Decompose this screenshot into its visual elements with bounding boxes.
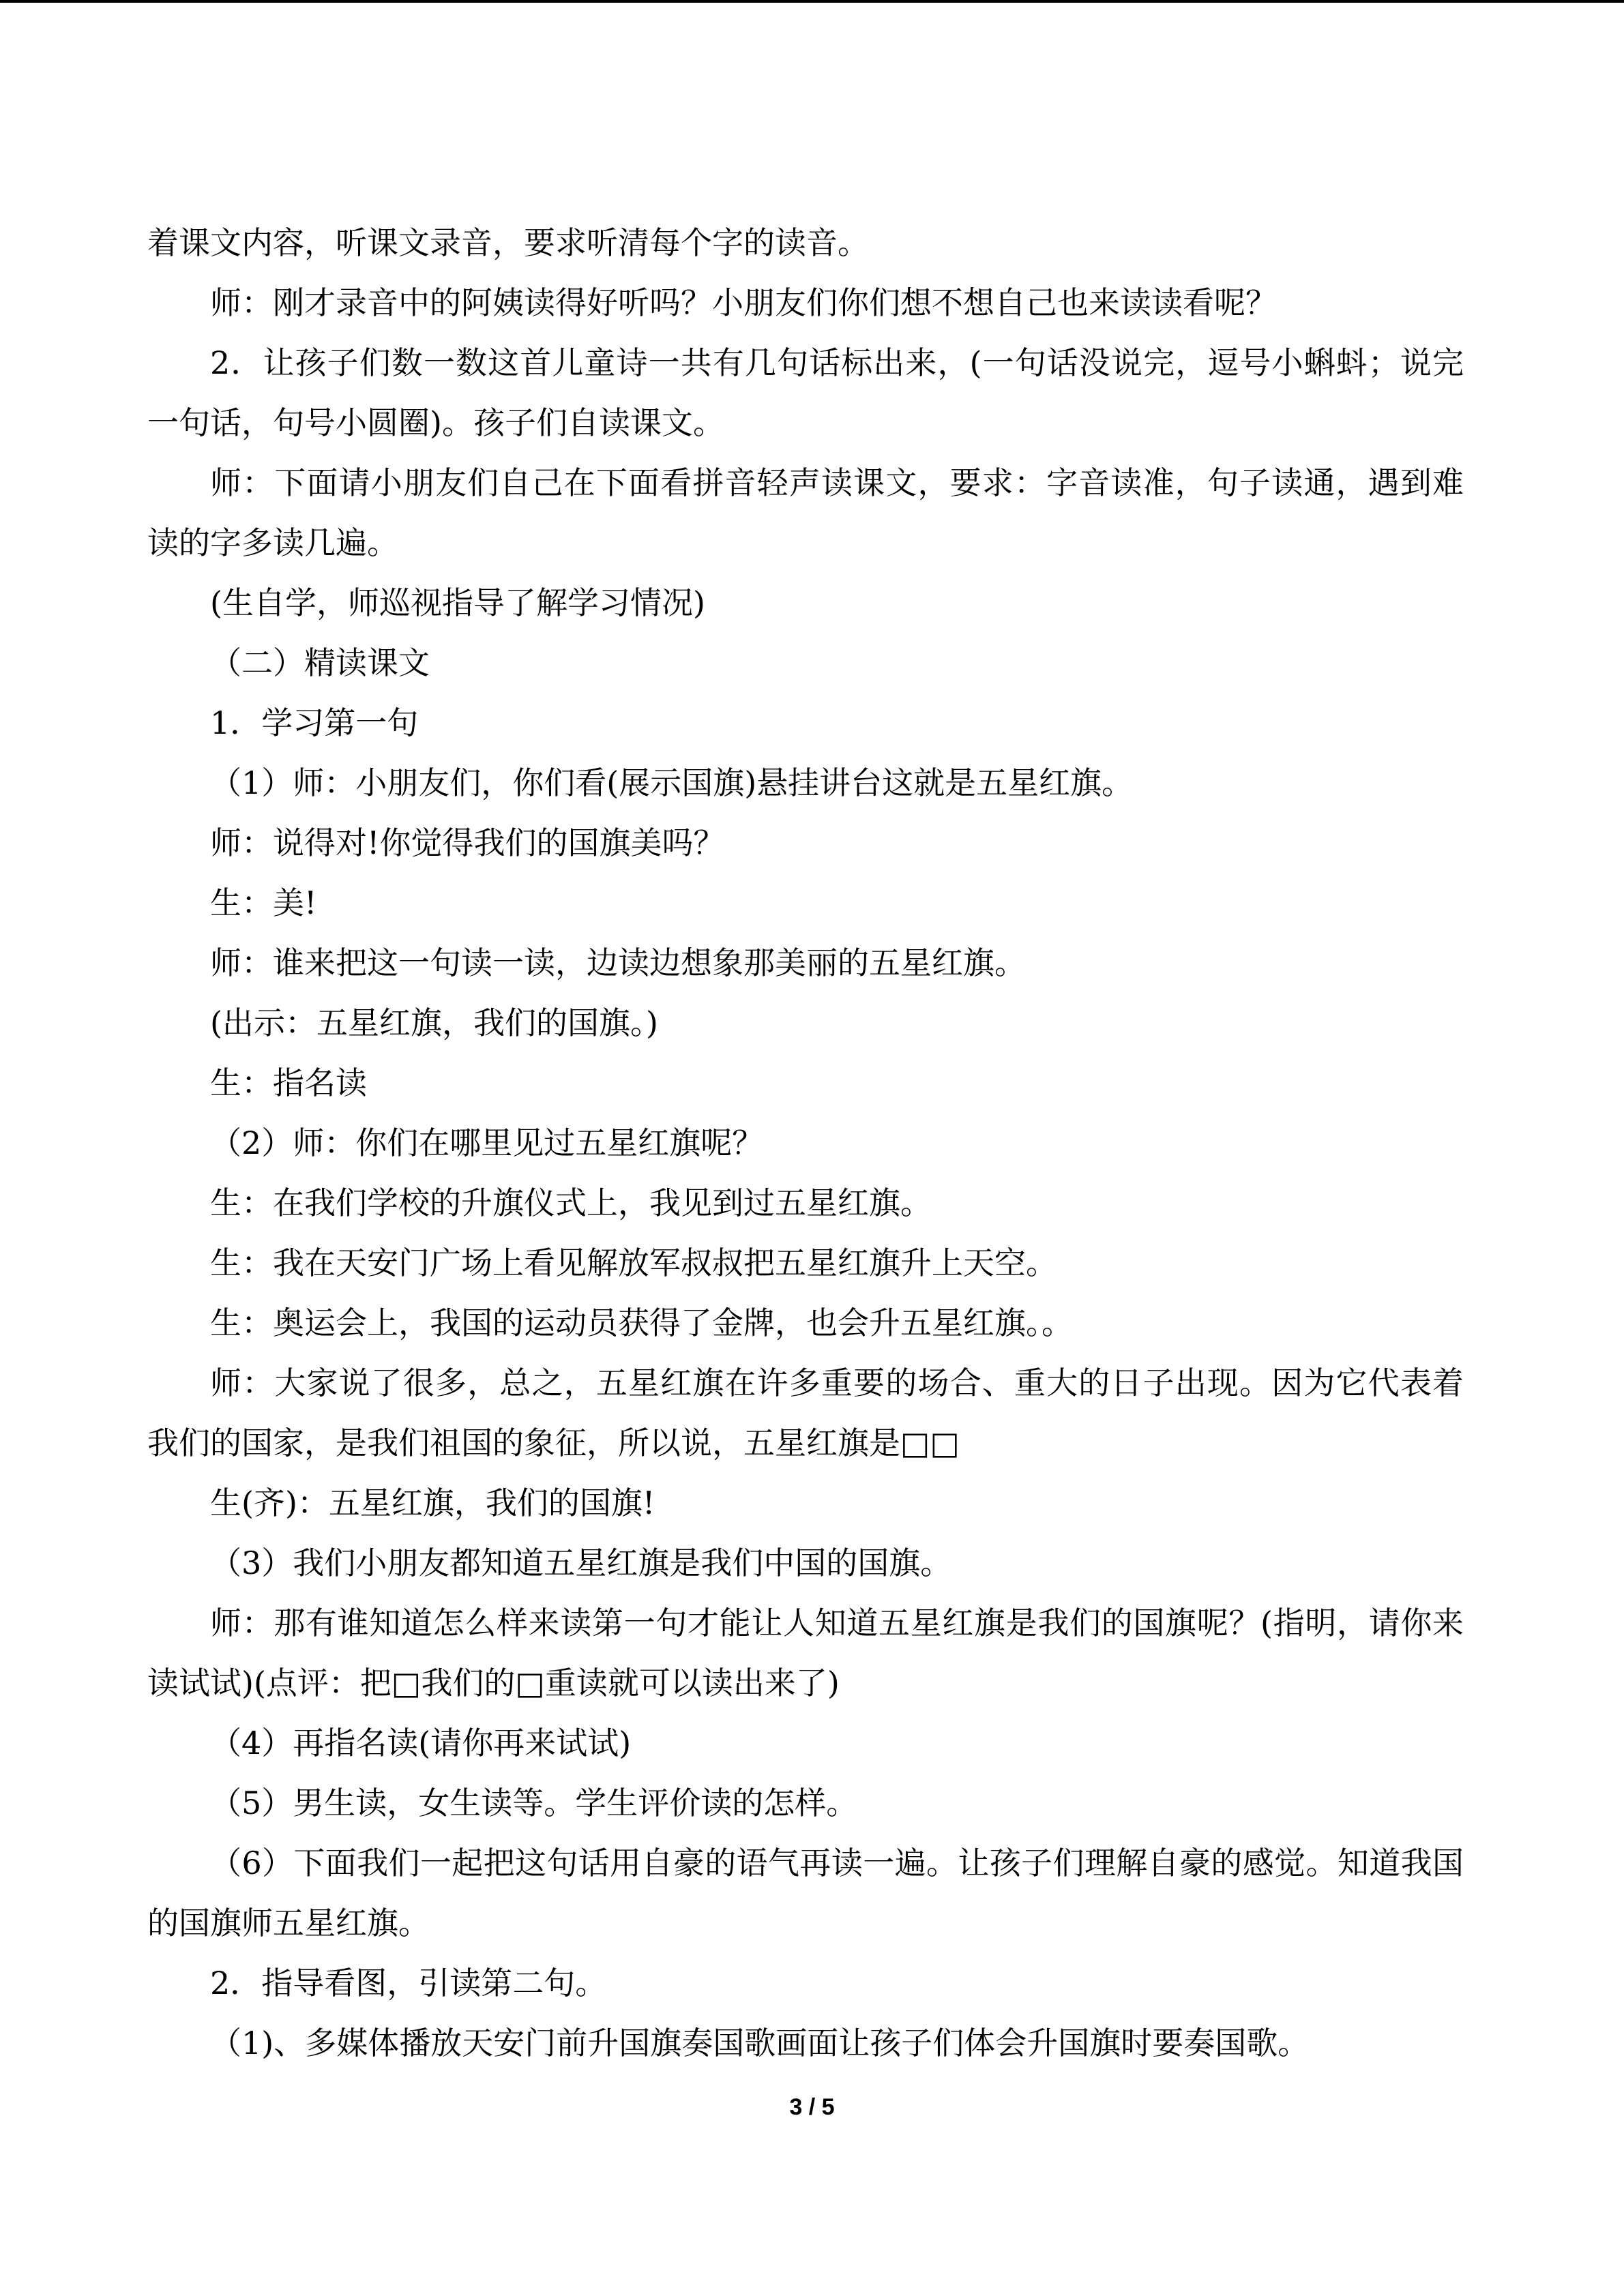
subsection-heading: 1．学习第一句 [210, 704, 419, 741]
paragraph: 2．让孩子们数一数这首儿童诗一共有几句话标出来，(一句话没说完，逗号小蝌蚪；说完一句话，句号小圆圈)。孩子们自读课文。 [147, 344, 1464, 441]
paragraph: （6）下面我们一起把这句话用自豪的语气再读一遍。让孩子们理解自豪的感觉。知道我国的国旗师五星红旗。 [147, 1845, 1464, 1941]
top-border-line [0, 0, 1624, 3]
paragraph: 师：谁来把这一句读一读，边读边想象那美丽的五星红旗。 [210, 944, 1026, 981]
paragraph: （1）师：小朋友们，你们看(展示国旗)悬挂讲台这就是五星红旗。 [210, 764, 1134, 801]
paragraph: (生自学，师巡视指导了解学习情况) [210, 584, 705, 621]
page-number: 3 / 5 [789, 2094, 835, 2120]
subsection-heading: 2．指导看图，引读第二句。 [210, 1965, 607, 2001]
paragraph: 生：我在天安门广场上看见解放军叔叔把五星红旗升上天空。 [210, 1244, 1057, 1281]
document-body [147, 213, 1464, 2073]
paragraph: （2）师：你们在哪里见过五星红旗呢？ [210, 1124, 764, 1161]
paragraph: 师：下面请小朋友们自己在下面看拼音轻声读课文，要求：字音读准，句子读通，遇到难读的字多读几遍。 [147, 464, 1464, 561]
paragraph: （1)、多媒体播放天安门前升国旗奏国歌画面让孩子们体会升国旗时要奏国歌。 [210, 2025, 1310, 2061]
paragraph: （5）男生读，女生读等。学生评价读的怎样。 [210, 1785, 858, 1821]
paragraph: （4）再指名读(请你再来试试) [210, 1725, 632, 1761]
paragraph: 生：奥运会上，我国的运动员获得了金牌，也会升五星红旗。。 [210, 1304, 1073, 1341]
paragraph: 师：大家说了很多，总之，五星红旗在许多重要的场合、重大的日子出现。因为它代表着我们的国家，是我们祖国的象征，所以说，五星红旗是□□ [147, 1365, 1464, 1461]
paragraph: 生(齐)：五星红旗，我们的国旗! [210, 1485, 655, 1521]
paragraph: 生：在我们学校的升旗仪式上，我见到过五星红旗。 [210, 1184, 932, 1221]
paragraph: 生：美! [210, 884, 317, 921]
paragraph: 师：说得对!你觉得我们的国旗美吗？ [210, 824, 725, 861]
paragraph: 师：那有谁知道怎么样来读第一句才能让人知道五星红旗是我们的国旗呢？(指明，请你来读试试)(点评：把□我们的□重读就可以读出来了) [147, 1605, 1464, 1701]
paragraph: （3）我们小朋友都知道五星红旗是我们中国的国旗。 [210, 1545, 952, 1581]
paragraph: 生：指名读 [210, 1064, 367, 1101]
paragraph: (出示：五星红旗，我们的国旗。) [210, 1004, 658, 1041]
paragraph: 着课文内容，听课文录音，要求听清每个字的读音。 [147, 224, 869, 261]
section-heading: （二）精读课文 [210, 644, 430, 681]
paragraph: 师：刚才录音中的阿姨读得好听吗？小朋友们你们想不想自己也来读读看呢？ [210, 284, 1277, 321]
